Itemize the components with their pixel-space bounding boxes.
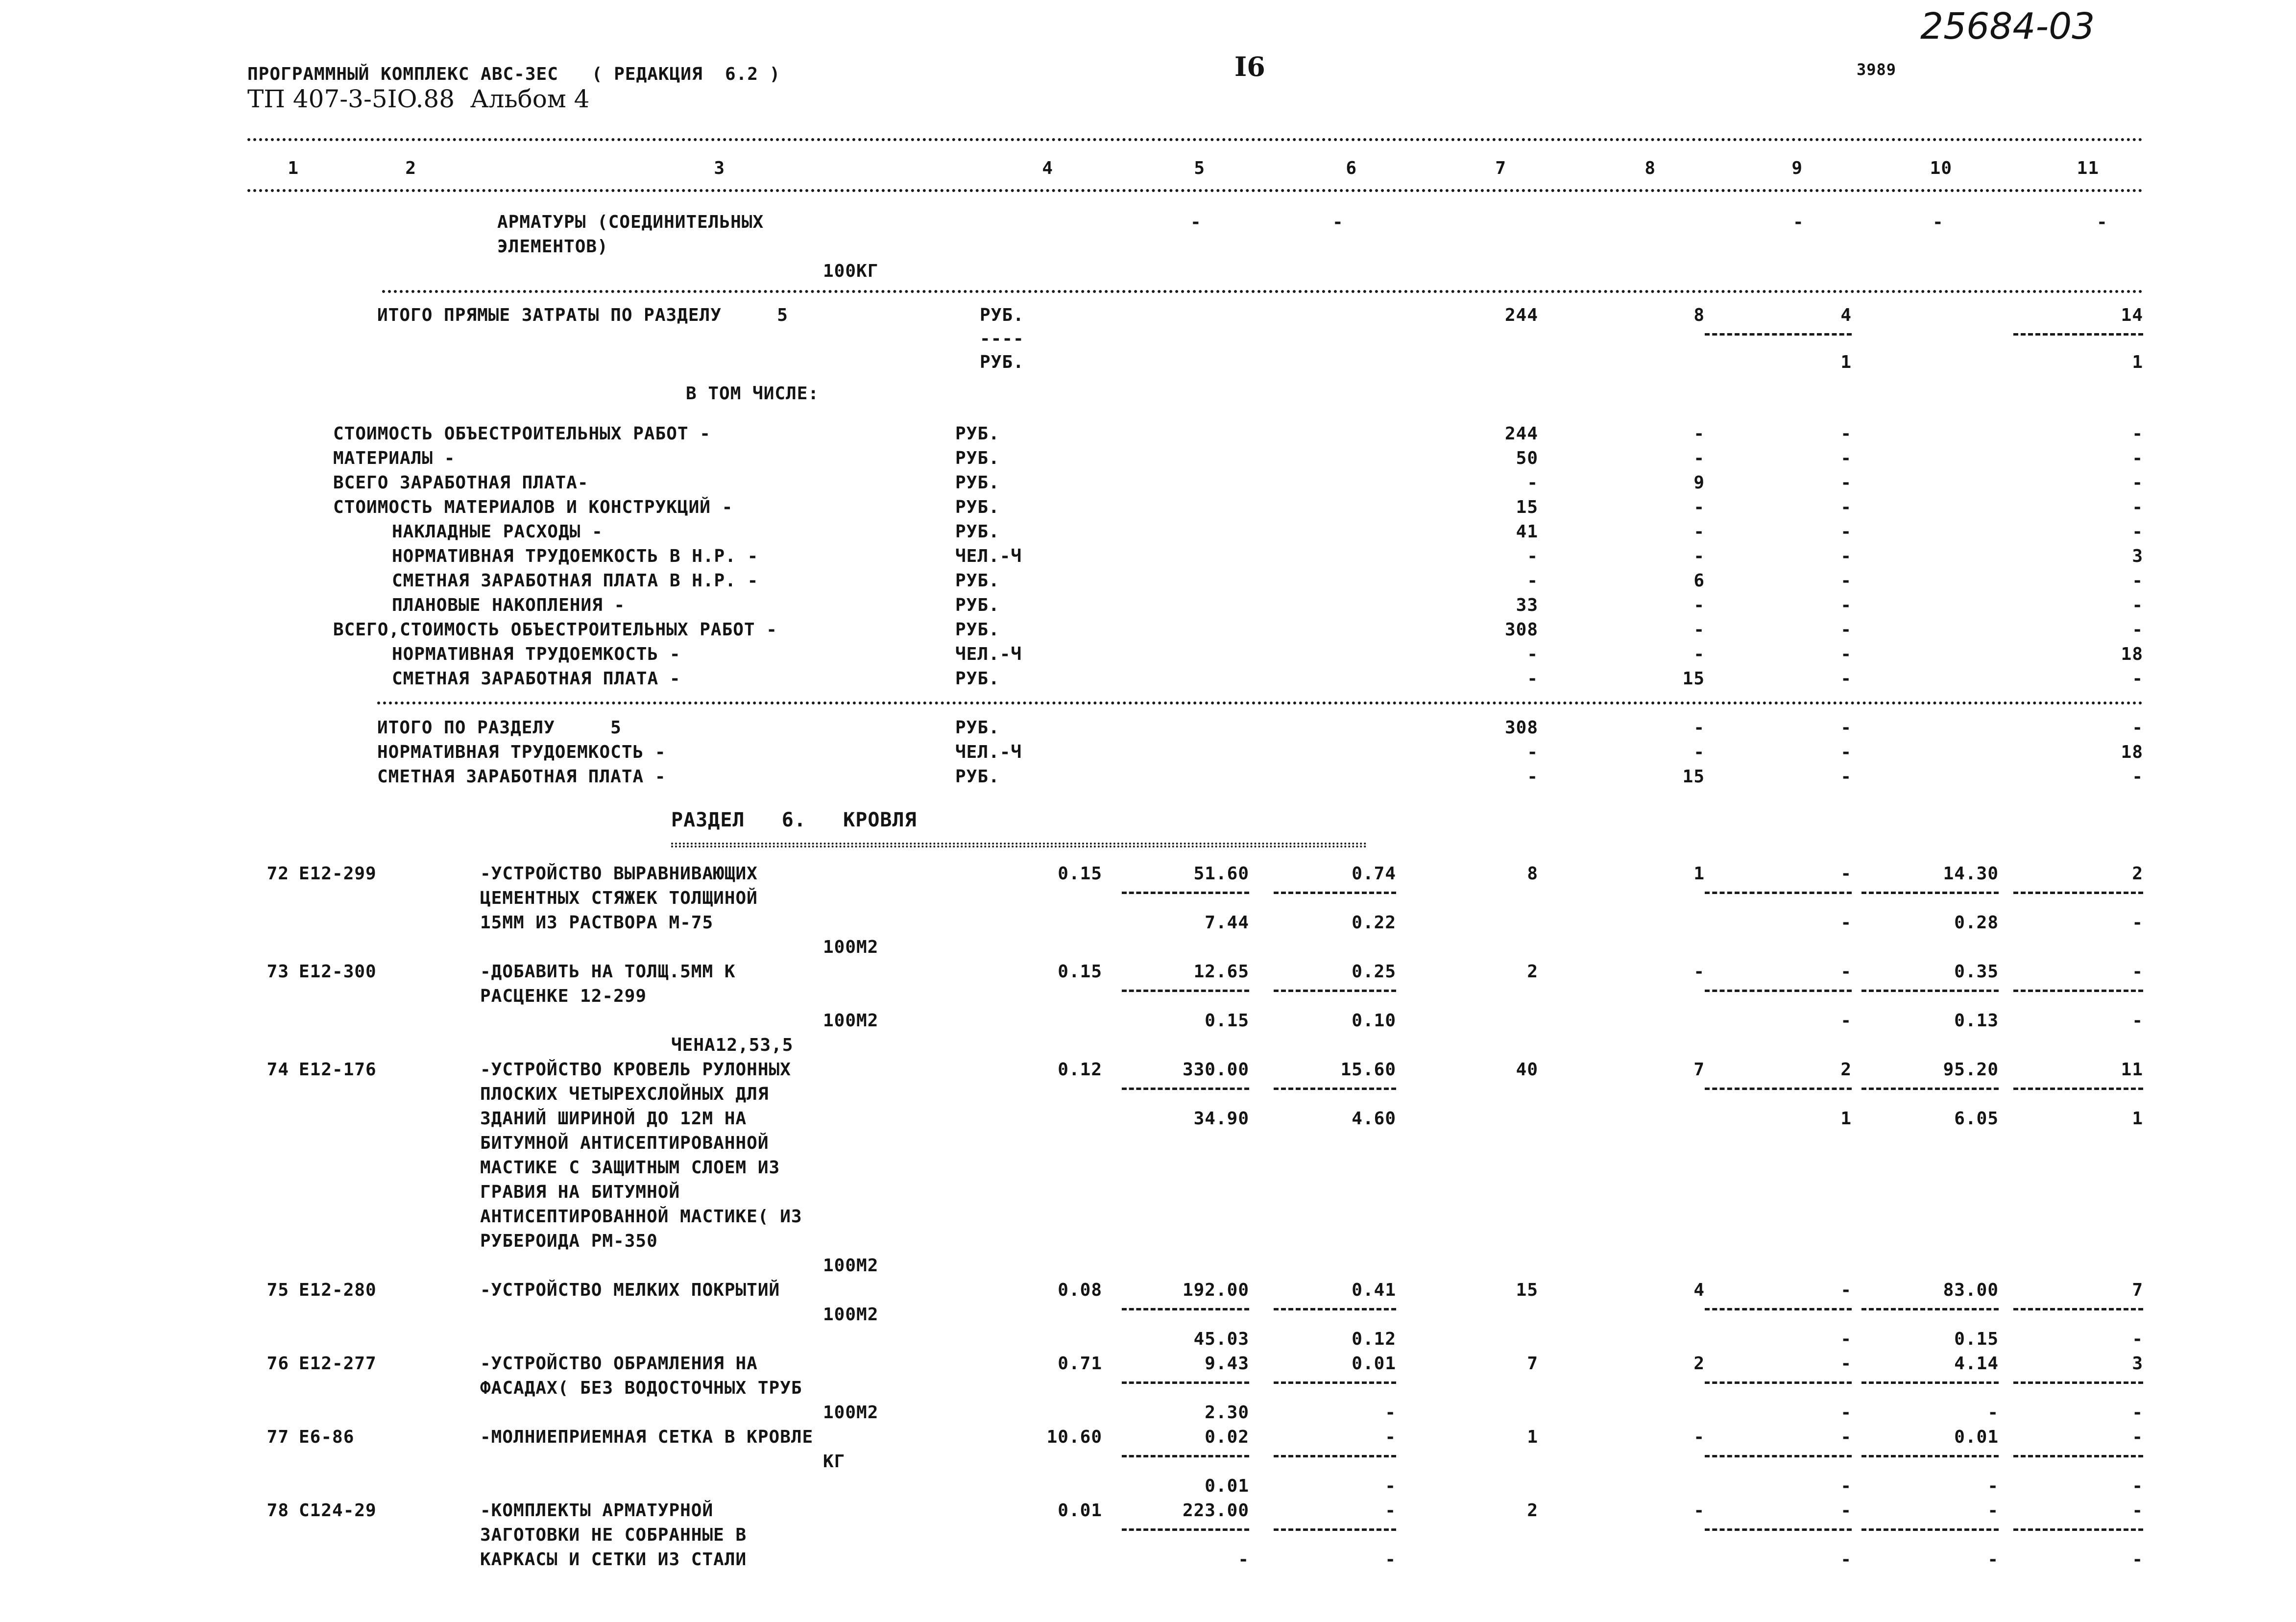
- item-v9b: -: [1840, 1403, 1852, 1423]
- item-v11b: -: [2132, 913, 2143, 933]
- item-price-total: 12.65: [1193, 962, 1249, 982]
- item-number: 77: [266, 1427, 289, 1447]
- header-rule-bottom: [247, 189, 2143, 192]
- section-total-v7: -: [1527, 767, 1538, 787]
- cont-unit: 100КГ: [823, 261, 879, 281]
- document-code: 3989: [1857, 60, 1897, 79]
- item-v11: 2: [2132, 864, 2143, 884]
- cont-line-2: ЭЛЕМЕНТОВ): [497, 237, 608, 257]
- item-description-line: -УСТРОЙСТВО МЕЛКИХ ПОКРЫТИЙ: [480, 1280, 780, 1300]
- item-price-wage: 7.44: [1205, 913, 1249, 933]
- item-v9b: -: [1840, 1549, 1852, 1570]
- item-price-wage: 2.30: [1205, 1403, 1249, 1423]
- breakdown-v7: -: [1527, 546, 1538, 566]
- item-quantity: 0.01: [1058, 1501, 1102, 1521]
- item-rule: [1861, 892, 1999, 894]
- item-rule: [1122, 990, 1249, 992]
- item-description-line: -УСТРОЙСТВО ОБРАМЛЕНИЯ НА: [480, 1354, 758, 1374]
- breakdown-v11: 3: [2132, 546, 2143, 566]
- item-rule: [2013, 1455, 2143, 1457]
- item-number: 75: [266, 1280, 289, 1300]
- breakdown-label: НАКЛАДНЫЕ РАСХОДЫ -: [392, 522, 603, 542]
- section-6-title: РАЗДЕЛ 6. КРОВЛЯ: [671, 809, 917, 831]
- column-number-7: 7: [1495, 158, 1506, 178]
- item-description-line: КАРКАСЫ И СЕТКИ ИЗ СТАЛИ: [480, 1549, 747, 1570]
- item-price-total: 9.43: [1205, 1354, 1249, 1374]
- item-rule: [1861, 1528, 1999, 1531]
- item-code: Е12-176: [299, 1060, 377, 1080]
- breakdown-label: НОРМАТИВНАЯ ТРУДОЕМКОСТЬ -: [392, 644, 681, 664]
- item-price-total: 223.00: [1182, 1501, 1249, 1521]
- breakdown-label: НОРМАТИВНАЯ ТРУДОЕМКОСТЬ В Н.Р. -: [392, 546, 759, 566]
- breakdown-v7: 50: [1516, 448, 1538, 468]
- item-quantity: 10.60: [1046, 1427, 1102, 1447]
- breakdown-v11: -: [2132, 522, 2143, 542]
- breakdown-v11: -: [2132, 424, 2143, 444]
- breakdown-v9: -: [1840, 522, 1852, 542]
- breakdown-label: СМЕТНАЯ ЗАРАБОТНАЯ ПЛАТА В Н.Р. -: [392, 571, 759, 591]
- column-number-4: 4: [1042, 158, 1053, 178]
- item-v8: -: [1693, 1501, 1705, 1521]
- breakdown-v9: -: [1840, 644, 1852, 664]
- item-cost-wage: -: [1385, 1549, 1396, 1570]
- item-description-line: ГРАВИЯ НА БИТУМНОЙ: [480, 1182, 680, 1202]
- item-cost-total: 0.41: [1352, 1280, 1396, 1300]
- item-v11b: -: [2132, 1329, 2143, 1349]
- rule-before-section-total: [377, 702, 2143, 704]
- item-description-line: ЦЕМЕНТНЫХ СТЯЖЕК ТОЛЩИНОЙ: [480, 888, 758, 908]
- item-number: 72: [266, 864, 289, 884]
- item-v11: -: [2132, 962, 2143, 982]
- section-total-label: НОРМАТИВНАЯ ТРУДОЕМКОСТЬ -: [377, 742, 666, 762]
- item-number: 74: [266, 1060, 289, 1080]
- item-quantity: 0.71: [1058, 1354, 1102, 1374]
- item-rule: [1274, 1308, 1396, 1310]
- item-rule: [2013, 1088, 2143, 1090]
- breakdown-v8: -: [1693, 424, 1705, 444]
- item-v7: 2: [1527, 962, 1538, 982]
- item-description-line: РАСЦЕНКЕ 12-299: [480, 986, 647, 1006]
- breakdown-label: ВСЕГО ЗАРАБОТНАЯ ПЛАТА-: [333, 473, 589, 493]
- column-number-6: 6: [1346, 158, 1357, 178]
- item-description-line: -ДОБАВИТЬ НА ТОЛЩ.5ММ К: [480, 962, 736, 982]
- total-v8: 8: [1693, 305, 1705, 325]
- breakdown-v8: -: [1693, 497, 1705, 517]
- section-total-v11: 18: [2121, 742, 2143, 762]
- item-v7: 1: [1527, 1427, 1538, 1447]
- section-total-v7: -: [1527, 742, 1538, 762]
- item-v10: 0.01: [1954, 1427, 1999, 1447]
- breakdown-v11: -: [2132, 448, 2143, 468]
- breakdown-v9: -: [1840, 571, 1852, 591]
- item-v11b: -: [2132, 1403, 2143, 1423]
- item-rule: [1705, 892, 1852, 894]
- item-v10b: -: [1987, 1403, 1999, 1423]
- item-rule: [1705, 1088, 1852, 1090]
- breakdown-v7: 33: [1516, 595, 1538, 615]
- item-description-line: 15ММ ИЗ РАСТВОРА М-75: [480, 913, 714, 933]
- section-total-unit: ЧЕЛ.-Ч: [955, 742, 1022, 762]
- item-number: 73: [266, 962, 289, 982]
- breakdown-v8: -: [1693, 546, 1705, 566]
- including-label: В ТОМ ЧИСЛЕ:: [686, 384, 820, 404]
- item-rule: [1274, 1528, 1396, 1531]
- page-number: I6: [1234, 51, 1265, 82]
- archive-stamp: 25684-03: [1920, 5, 2095, 48]
- item-rule: [2013, 892, 2143, 894]
- item-note: ЧЕНА12,53,5: [671, 1035, 794, 1055]
- breakdown-unit: РУБ.: [955, 497, 1000, 517]
- breakdown-v8: 15: [1682, 669, 1705, 689]
- item-v7: 40: [1516, 1060, 1538, 1080]
- item-description-line: -МОЛНИЕПРИЕМНАЯ СЕТКА В КРОВЛЕ: [480, 1427, 814, 1447]
- breakdown-v8: -: [1693, 644, 1705, 664]
- breakdown-v7: -: [1527, 473, 1538, 493]
- breakdown-v7: 15: [1516, 497, 1538, 517]
- item-rule: [1861, 1088, 1999, 1090]
- column-number-2: 2: [405, 158, 416, 178]
- total-v7: 244: [1504, 305, 1538, 325]
- breakdown-v7: -: [1527, 571, 1538, 591]
- item-rule: [1705, 1308, 1852, 1310]
- breakdown-v7: -: [1527, 669, 1538, 689]
- item-v10b: 0.28: [1954, 913, 1999, 933]
- item-price-wage: 34.90: [1193, 1109, 1249, 1129]
- section-total-unit: РУБ.: [955, 718, 1000, 738]
- breakdown-label: ПЛАНОВЫЕ НАКОПЛЕНИЯ -: [392, 595, 626, 615]
- breakdown-v11: -: [2132, 595, 2143, 615]
- breakdown-v8: -: [1693, 448, 1705, 468]
- total-unit-2: РУБ.: [980, 352, 1024, 372]
- item-rule: [1861, 1381, 1999, 1384]
- item-rule: [1274, 1455, 1396, 1457]
- section-total-v9: -: [1840, 718, 1852, 738]
- breakdown-unit: РУБ.: [955, 571, 1000, 591]
- item-number: 78: [266, 1501, 289, 1521]
- item-v9: -: [1840, 1354, 1852, 1374]
- breakdown-v8: -: [1693, 595, 1705, 615]
- item-quantity: 0.12: [1058, 1060, 1102, 1080]
- item-v7: 2: [1527, 1501, 1538, 1521]
- section-total-v11: -: [2132, 718, 2143, 738]
- item-unit: 100М2: [823, 1403, 879, 1423]
- breakdown-unit: ЧЕЛ.-Ч: [955, 644, 1022, 664]
- item-v10: 4.14: [1954, 1354, 1999, 1374]
- item-v10b: 0.13: [1954, 1011, 1999, 1031]
- item-rule: [1122, 1381, 1249, 1384]
- item-quantity: 0.15: [1058, 962, 1102, 982]
- breakdown-unit: РУБ.: [955, 473, 1000, 493]
- item-rule: [1274, 1088, 1396, 1090]
- item-description-line: ЗДАНИЙ ШИРИНОЙ ДО 12М НА: [480, 1109, 747, 1129]
- item-rule: [1122, 1455, 1249, 1457]
- item-unit: 100М2: [823, 1256, 879, 1276]
- column-number-5: 5: [1194, 158, 1205, 178]
- item-v11: 3: [2132, 1354, 2143, 1374]
- breakdown-v11: -: [2132, 473, 2143, 493]
- breakdown-v9: -: [1840, 620, 1852, 640]
- item-v11b: -: [2132, 1011, 2143, 1031]
- item-price-wage: 45.03: [1193, 1329, 1249, 1349]
- breakdown-v11: 18: [2121, 644, 2143, 664]
- section-total-v9: -: [1840, 767, 1852, 787]
- total-v11: 14: [2121, 305, 2143, 325]
- item-rule: [1122, 892, 1249, 894]
- item-quantity: 0.15: [1058, 864, 1102, 884]
- breakdown-v8: 6: [1693, 571, 1705, 591]
- rule-before-total: [382, 290, 2143, 293]
- item-v9b: -: [1840, 1476, 1852, 1496]
- column-number-9: 9: [1791, 158, 1803, 178]
- section-total-v8: -: [1693, 718, 1705, 738]
- item-cost-wage: 0.22: [1352, 913, 1396, 933]
- item-price-total: 0.02: [1205, 1427, 1249, 1447]
- item-v9b: -: [1840, 913, 1852, 933]
- item-rule: [1274, 1381, 1396, 1384]
- item-v9b: 1: [1840, 1109, 1852, 1129]
- item-cost-total: 0.01: [1352, 1354, 1396, 1374]
- breakdown-v7: -: [1527, 644, 1538, 664]
- item-rule: [2013, 1308, 2143, 1310]
- item-rule: [1122, 1528, 1249, 1531]
- item-description-line: -УСТРОЙСТВО КРОВЕЛЬ РУЛОННЫХ: [480, 1060, 791, 1080]
- section-total-unit: РУБ.: [955, 767, 1000, 787]
- section-total-label: СМЕТНАЯ ЗАРАБОТНАЯ ПЛАТА -: [377, 767, 666, 787]
- column-number-8: 8: [1644, 158, 1656, 178]
- item-cost-wage: -: [1385, 1403, 1396, 1423]
- item-description-line: -КОМПЛЕКТЫ АРМАТУРНОЙ: [480, 1501, 714, 1521]
- item-code: Е12-300: [299, 962, 377, 982]
- item-description-line: ФАСАДАХ( БЕЗ ВОДОСТОЧНЫХ ТРУБ: [480, 1378, 802, 1398]
- item-unit: КГ: [823, 1452, 846, 1472]
- item-price-wage: -: [1238, 1549, 1249, 1570]
- item-rule: [1861, 990, 1999, 992]
- item-quantity: 0.08: [1058, 1280, 1102, 1300]
- item-v9: -: [1840, 1427, 1852, 1447]
- item-v11b: 1: [2132, 1109, 2143, 1129]
- item-price-total: 192.00: [1182, 1280, 1249, 1300]
- item-rule: [2013, 990, 2143, 992]
- breakdown-label: СТОИМОСТЬ МАТЕРИАЛОВ И КОНСТРУКЦИЙ -: [333, 497, 733, 517]
- item-v10b: -: [1987, 1549, 1999, 1570]
- item-description-line: АНТИСЕПТИРОВАННОЙ МАСТИКЕ( ИЗ: [480, 1207, 802, 1227]
- item-description-line: ПЛОСКИХ ЧЕТЫРЕХСЛОЙНЫХ ДЛЯ: [480, 1084, 769, 1104]
- item-v11: 7: [2132, 1280, 2143, 1300]
- section-total-v8: -: [1693, 742, 1705, 762]
- breakdown-v11: -: [2132, 669, 2143, 689]
- total-unit-1: РУБ.: [980, 305, 1024, 325]
- item-v8: 7: [1693, 1060, 1705, 1080]
- breakdown-label: МАТЕРИАЛЫ -: [333, 448, 456, 468]
- item-v10: 95.20: [1943, 1060, 1999, 1080]
- breakdown-unit: РУБ.: [955, 620, 1000, 640]
- item-cost-wage: 4.60: [1352, 1109, 1396, 1129]
- item-v9b: -: [1840, 1329, 1852, 1349]
- item-description-line: БИТУМНОЙ АНТИСЕПТИРОВАННОЙ: [480, 1133, 769, 1153]
- breakdown-v11: -: [2132, 497, 2143, 517]
- item-v11: -: [2132, 1501, 2143, 1521]
- item-v8: -: [1693, 1427, 1705, 1447]
- item-rule: [1861, 1455, 1999, 1457]
- item-price-wage: 0.15: [1205, 1011, 1249, 1031]
- breakdown-v8: -: [1693, 620, 1705, 640]
- item-v11: 11: [2121, 1060, 2143, 1080]
- item-cost-total: -: [1385, 1501, 1396, 1521]
- item-rule: [1122, 1308, 1249, 1310]
- item-v7: 15: [1516, 1280, 1538, 1300]
- item-description-line: ЗАГОТОВКИ НЕ СОБРАННЫЕ В: [480, 1525, 747, 1545]
- section-total-v7: 308: [1504, 718, 1538, 738]
- breakdown-label: СТОИМОСТЬ ОБЪЕСТРОИТЕЛЬНЫХ РАБОТ -: [333, 424, 711, 444]
- item-rule: [1274, 892, 1396, 894]
- item-v9: 2: [1840, 1060, 1852, 1080]
- item-cost-total: 0.25: [1352, 962, 1396, 982]
- item-cost-wage: 0.12: [1352, 1329, 1396, 1349]
- breakdown-label: СМЕТНАЯ ЗАРАБОТНАЯ ПЛАТА -: [392, 669, 681, 689]
- item-v10b: -: [1987, 1476, 1999, 1496]
- item-cost-wage: 0.10: [1352, 1011, 1396, 1031]
- section-6-underline: [671, 843, 1367, 847]
- item-v10: 14.30: [1943, 864, 1999, 884]
- item-v9: -: [1840, 962, 1852, 982]
- breakdown-unit: РУБ.: [955, 424, 1000, 444]
- item-cost-total: 0.74: [1352, 864, 1396, 884]
- column-number-3: 3: [714, 158, 725, 178]
- item-v10: 83.00: [1943, 1280, 1999, 1300]
- item-v8: 1: [1693, 864, 1705, 884]
- item-unit: 100М2: [823, 1011, 879, 1031]
- item-v10: -: [1987, 1501, 1999, 1521]
- item-rule: [2013, 1528, 2143, 1531]
- item-rule: [1705, 1455, 1852, 1457]
- total-v11b: 1: [2132, 352, 2143, 372]
- album-title: ТП 407-3-5IO.88 Альбом 4: [247, 85, 590, 113]
- item-v11b: -: [2132, 1476, 2143, 1496]
- breakdown-v7: 308: [1504, 620, 1538, 640]
- column-number-10: 10: [1930, 158, 1952, 178]
- item-cost-total: 15.60: [1340, 1060, 1396, 1080]
- item-price-wage: 0.01: [1205, 1476, 1249, 1496]
- total-label: ИТОГО ПРЯМЫЕ ЗАТРАТЫ ПО РАЗДЕЛУ 5: [377, 305, 788, 325]
- item-unit: 100М2: [823, 1305, 879, 1325]
- breakdown-v8: 9: [1693, 473, 1705, 493]
- breakdown-v9: -: [1840, 497, 1852, 517]
- total-v9: 4: [1840, 305, 1852, 325]
- item-description-line: МАСТИКЕ С ЗАЩИТНЫМ СЛОЕМ ИЗ: [480, 1158, 780, 1178]
- item-price-total: 51.60: [1193, 864, 1249, 884]
- item-rule: [2013, 1381, 2143, 1384]
- breakdown-v8: -: [1693, 522, 1705, 542]
- section-total-v8: 15: [1682, 767, 1705, 787]
- item-rule: [1122, 1088, 1249, 1090]
- item-v11b: -: [2132, 1549, 2143, 1570]
- item-v10b: 0.15: [1954, 1329, 1999, 1349]
- column-number-1: 1: [288, 158, 299, 178]
- total-v9b: 1: [1840, 352, 1852, 372]
- item-code: Е12-299: [299, 864, 377, 884]
- item-code: Е12-277: [299, 1354, 377, 1374]
- item-v9: -: [1840, 1280, 1852, 1300]
- program-title: ПРОГРАММНЫЙ КОМПЛЕКС АВС-3ЕС ( РЕДАКЦИЯ 6.2 ): [247, 64, 781, 84]
- section-total-label: ИТОГО ПО РАЗДЕЛУ 5: [377, 718, 622, 738]
- item-rule: [1705, 1528, 1852, 1531]
- item-rule: [1705, 990, 1852, 992]
- item-number: 76: [266, 1354, 289, 1374]
- item-v9: -: [1840, 864, 1852, 884]
- breakdown-unit: РУБ.: [955, 595, 1000, 615]
- item-v7: 8: [1527, 864, 1538, 884]
- column-number-11: 11: [2077, 158, 2099, 178]
- item-rule: [1274, 990, 1396, 992]
- breakdown-v9: -: [1840, 669, 1852, 689]
- breakdown-v9: -: [1840, 473, 1852, 493]
- section-total-v11: -: [2132, 767, 2143, 787]
- item-v9b: -: [1840, 1011, 1852, 1031]
- breakdown-label: ВСЕГО,СТОИМОСТЬ ОБЪЕСТРОИТЕЛЬНЫХ РАБОТ -: [333, 620, 777, 640]
- item-v10: 0.35: [1954, 962, 1999, 982]
- total-unit-dash: ----: [980, 329, 1024, 349]
- breakdown-v9: -: [1840, 595, 1852, 615]
- item-cost-total: -: [1385, 1427, 1396, 1447]
- item-v8: 2: [1693, 1354, 1705, 1374]
- item-cost-wage: -: [1385, 1476, 1396, 1496]
- breakdown-v11: -: [2132, 620, 2143, 640]
- item-v7: 7: [1527, 1354, 1538, 1374]
- breakdown-unit: РУБ.: [955, 669, 1000, 689]
- breakdown-v7: 41: [1516, 522, 1538, 542]
- item-code: Е12-280: [299, 1280, 377, 1300]
- item-v11: -: [2132, 1427, 2143, 1447]
- header-rule-top: [247, 138, 2143, 141]
- item-v9: -: [1840, 1501, 1852, 1521]
- item-v8: -: [1693, 962, 1705, 982]
- breakdown-v7: 244: [1504, 424, 1538, 444]
- item-unit: 100М2: [823, 937, 879, 957]
- item-description-line: -УСТРОЙСТВО ВЫРАВНИВАЮЩИХ: [480, 864, 758, 884]
- item-v10b: 6.05: [1954, 1109, 1999, 1129]
- breakdown-v9: -: [1840, 546, 1852, 566]
- breakdown-unit: ЧЕЛ.-Ч: [955, 546, 1022, 566]
- item-v8: 4: [1693, 1280, 1705, 1300]
- breakdown-v9: -: [1840, 448, 1852, 468]
- breakdown-unit: РУБ.: [955, 522, 1000, 542]
- item-description-line: РУБЕРОИДА РМ-350: [480, 1231, 658, 1251]
- breakdown-unit: РУБ.: [955, 448, 1000, 468]
- item-code: С124-29: [299, 1501, 377, 1521]
- item-rule: [1861, 1308, 1999, 1310]
- section-total-v9: -: [1840, 742, 1852, 762]
- item-rule: [1705, 1381, 1852, 1384]
- breakdown-v9: -: [1840, 424, 1852, 444]
- cont-line-1: АРМАТУРЫ (СОЕДИНИТЕЛЬНЫХ: [497, 212, 764, 232]
- breakdown-v11: -: [2132, 571, 2143, 591]
- item-price-total: 330.00: [1182, 1060, 1249, 1080]
- item-code: Е6-86: [299, 1427, 355, 1447]
